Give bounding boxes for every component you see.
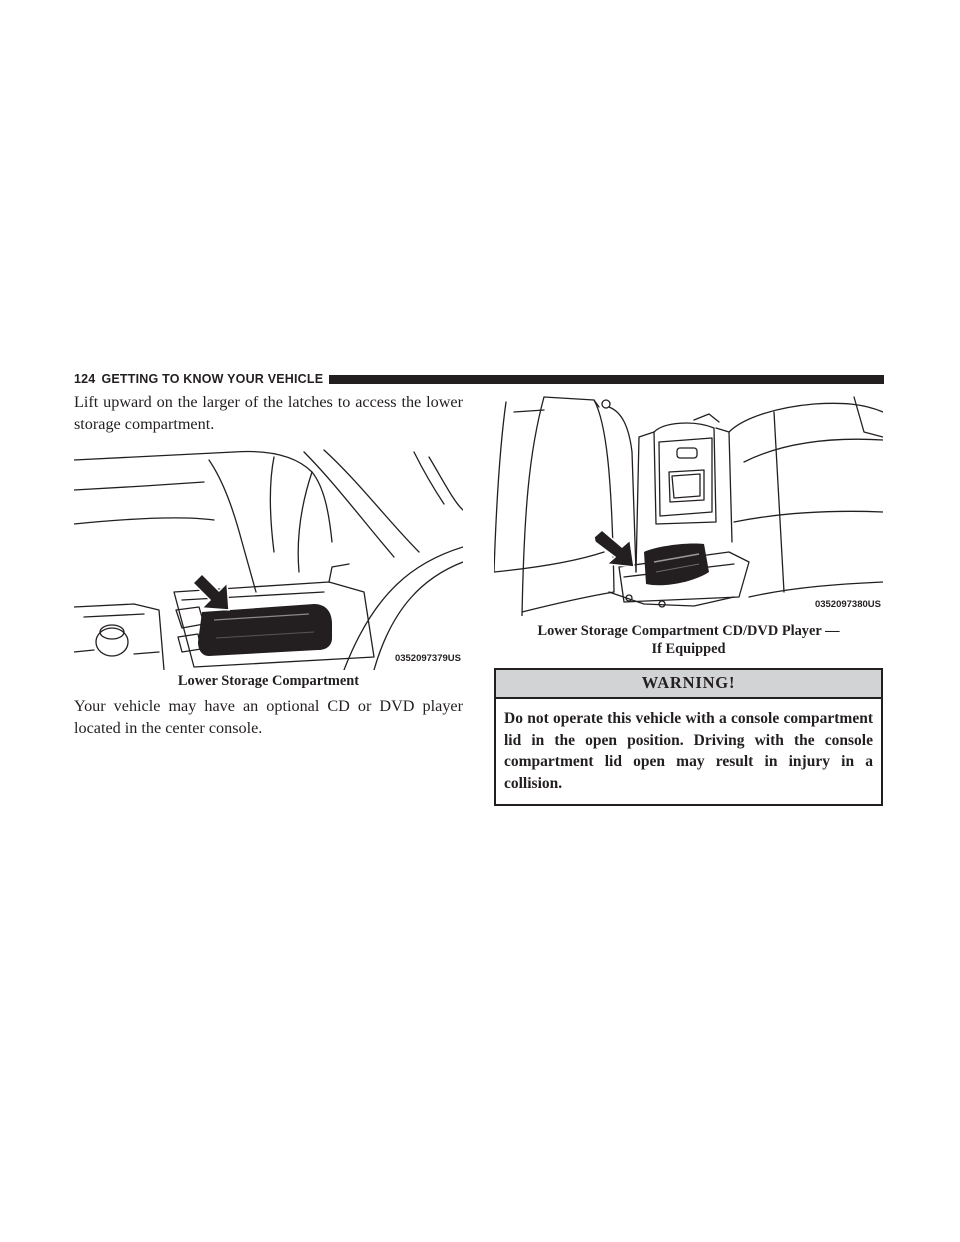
section-title: GETTING TO KNOW YOUR VEHICLE xyxy=(101,372,324,386)
figure-lower-storage xyxy=(74,442,463,670)
header-rule xyxy=(329,375,884,384)
cd-dvd-player-illustration xyxy=(494,392,883,616)
warning-box xyxy=(494,668,883,806)
figure-ref-code: 0352097379US xyxy=(394,653,461,664)
figure-caption-line1: Lower Storage Compartment CD/DVD Player — xyxy=(537,623,840,639)
intro-paragraph: Lift upward on the larger of the latches to access the lower storage compartment. xyxy=(74,393,463,433)
warning-body: Do not operate this vehicle with a console compartment lid in the open position. Driving with the console compartment lid open may result in injury in a collision. xyxy=(504,710,873,792)
figure-ref-code: 0352097380US xyxy=(814,599,881,610)
figure-cd-dvd-player xyxy=(494,392,883,616)
left-column xyxy=(74,392,463,739)
page-number: 124 xyxy=(74,372,96,386)
page-header xyxy=(74,371,884,387)
warning-title: WARNING! xyxy=(496,670,881,699)
right-column xyxy=(494,392,883,806)
figure-caption: Lower Storage Compartment xyxy=(177,673,360,689)
body-paragraph: Your vehicle may have an optional CD or DVD player located in the center console. xyxy=(74,697,463,737)
lower-storage-illustration xyxy=(74,442,463,670)
figure-caption-line2: If Equipped xyxy=(651,641,726,657)
